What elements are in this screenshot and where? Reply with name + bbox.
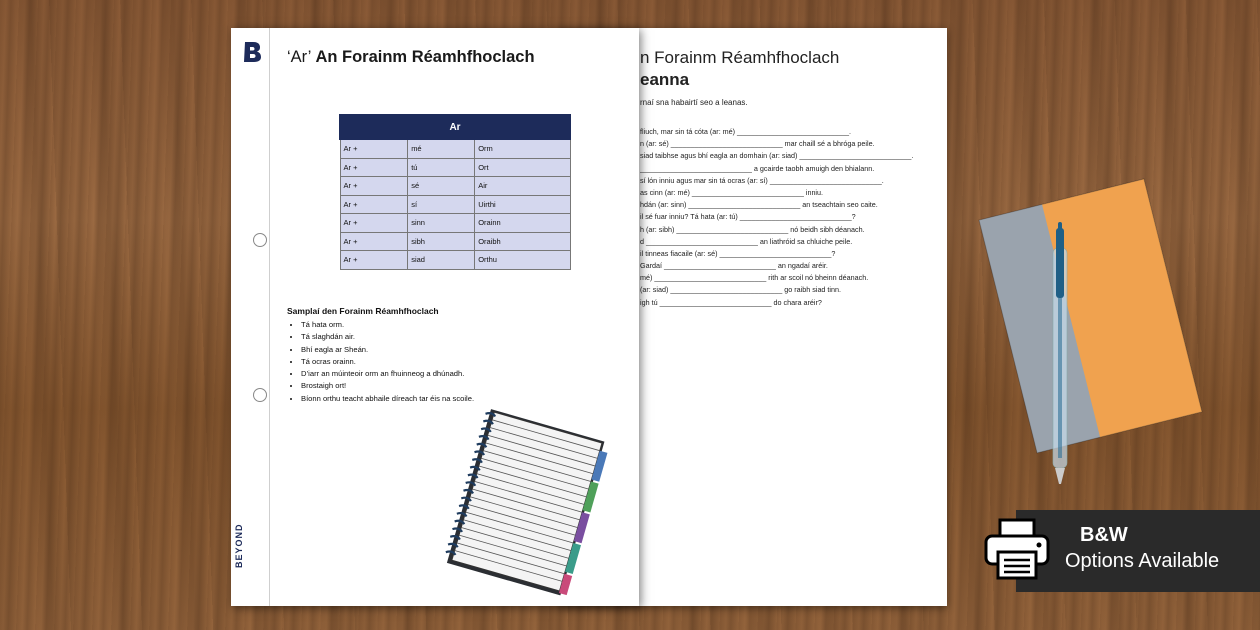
table-cell: sé	[408, 177, 475, 196]
exercise-line: ____________________________ a gcairde taobh amuigh den bhialann.	[640, 163, 875, 173]
table-row	[340, 232, 570, 251]
table-cell: Orm	[475, 139, 570, 158]
list-item: • Bhí eagla ar Sheán.	[301, 344, 474, 356]
table-cell: mé	[408, 139, 475, 158]
page-title	[287, 48, 535, 67]
list-item: • Bíonn orthu teacht abhaile díreach tar éis na scoile.	[301, 393, 474, 405]
list-item: • Brostaigh ort!	[301, 380, 474, 392]
list-item: • Tá slaghdán air.	[301, 331, 474, 343]
beyond-logo-icon	[241, 40, 263, 64]
list-item: • D’iarr an múinteoir orm an fhuinneog a dhúnadh.	[301, 368, 474, 380]
bw-options-badge	[1016, 510, 1260, 592]
table-cell: tú	[408, 158, 475, 177]
table-cell: Uirthi	[475, 195, 570, 214]
exercise-line: (ar: siad) ____________________________ go raibh siad tinn.	[640, 285, 842, 295]
exercise-line: h (ar: sibh) ____________________________ nó beidh sibh déanach.	[640, 224, 865, 234]
examples-list	[289, 319, 474, 405]
worksheet-front-page	[231, 28, 639, 606]
exercise-line: igh tú ____________________________ do chara aréir?	[640, 297, 822, 307]
ar-conjugation-table	[339, 114, 571, 270]
table-cell: Orthu	[475, 251, 570, 270]
table-row	[340, 214, 570, 233]
margin-rule	[269, 28, 270, 606]
table-cell: Oraibh	[475, 232, 570, 251]
exercise-lines	[640, 127, 940, 310]
table-row	[340, 251, 570, 270]
exercise-line: hdán (ar: sinn) ____________________________ an tseachtain seo caite.	[640, 200, 878, 210]
table-cell: Air	[475, 177, 570, 196]
exercise-line: il sé fuar inniu? Tá hata (ar: tú) ____________________________?	[640, 212, 856, 222]
table-cell: Ar +	[340, 195, 408, 214]
table-cell: Ort	[475, 158, 570, 177]
table-cell: sinn	[408, 214, 475, 233]
badge-subtitle: Options Available	[1065, 550, 1220, 572]
exercise-line: Gardaí ____________________________ an ngadaí aréir.	[640, 261, 828, 271]
spiral-notebook-illustration	[437, 404, 627, 599]
back-page-subtitle: eanna	[640, 70, 690, 89]
printer-icon	[982, 516, 1052, 582]
table-cell: Ar +	[340, 158, 408, 177]
exercise-line: il tinneas fiacaile (ar: sé) ____________________________?	[640, 248, 836, 258]
exercise-line: sí lón inniu agus mar sin tá ocras (ar: sí) ____________________________.	[640, 175, 884, 185]
table-cell: sí	[408, 195, 475, 214]
back-page-instruction: rnaí sna habairtí seo a leanas.	[640, 98, 748, 107]
table-row	[340, 139, 570, 158]
exercise-line: siad taibhse agus bhí eagla an domhain (ar: siad) ____________________________.	[640, 151, 914, 161]
desk-notebook	[975, 166, 1205, 462]
exercise-line: mé) ____________________________ rith ar scoil nó bheinn déanach.	[640, 273, 869, 283]
examples-heading: Samplaí den Forainm Réamhfhoclach	[287, 306, 439, 316]
table-cell: siad	[408, 251, 475, 270]
exercise-line: d ____________________________ an liathróid sa chluiche peile.	[640, 236, 853, 246]
badge-title: B&W	[1080, 524, 1128, 546]
table-header: Ar	[340, 115, 570, 139]
pen-icon	[1049, 218, 1071, 490]
back-page-title: n Forainm Réamhfhoclach	[640, 48, 840, 67]
list-item: • Tá ocras orainn.	[301, 356, 474, 368]
binder-hole	[253, 233, 267, 247]
table-row	[340, 195, 570, 214]
list-item: • Tá hata orm.	[301, 319, 474, 331]
binder-hole	[253, 388, 267, 402]
table-row	[340, 177, 570, 196]
table-cell: Ar +	[340, 214, 408, 233]
table-cell: Orainn	[475, 214, 570, 233]
table-cell: sibh	[408, 232, 475, 251]
brand-vertical-label: BEYOND	[234, 523, 244, 568]
exercise-line: as cinn (ar: mé) ____________________________ inniu.	[640, 187, 824, 197]
table-cell: Ar +	[340, 139, 408, 158]
exercise-line: fliuch, mar sin tá cóta (ar: mé) ____________________________.	[640, 127, 851, 136]
table-cell: Ar +	[340, 232, 408, 251]
page-title-quoted: ‘Ar’	[287, 48, 311, 66]
exercise-line: n (ar: sé) ____________________________ mar chaill sé a bhróga peile.	[640, 139, 875, 149]
table-cell: Ar +	[340, 251, 408, 270]
table-row	[340, 158, 570, 177]
page-title-rest: An Forainm Réamhfhoclach	[315, 48, 535, 66]
table-cell: Ar +	[340, 177, 408, 196]
